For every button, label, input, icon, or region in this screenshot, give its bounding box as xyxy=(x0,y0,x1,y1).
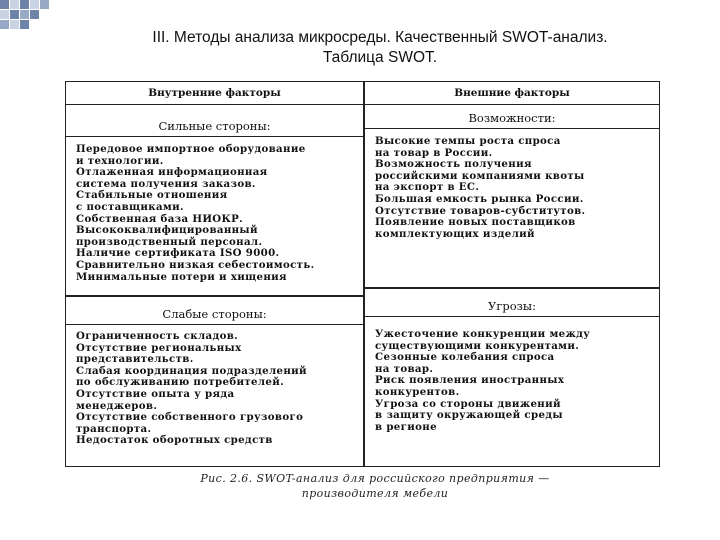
list-item: менеджеров. xyxy=(76,399,158,412)
list-item: и технологии. xyxy=(76,154,164,167)
list-item: Отлаженная информационная xyxy=(76,166,268,179)
deco-square xyxy=(30,0,39,9)
figure-caption xyxy=(140,471,610,501)
caption-line2: производителя мебели xyxy=(301,487,449,500)
list-item: Отсутствие региональных xyxy=(76,341,242,354)
corner-decoration xyxy=(0,0,60,40)
list-item: производственный персонал. xyxy=(76,235,263,248)
deco-square xyxy=(20,20,29,29)
slide-title-line2: Таблица SWOT. xyxy=(322,49,438,66)
deco-square xyxy=(30,10,39,19)
deco-square xyxy=(10,10,19,19)
slide-title xyxy=(60,28,700,68)
list-item: в защиту окружающей среды xyxy=(375,409,563,422)
list-item: Наличие сертификата ISO 9000. xyxy=(76,247,280,260)
list-item: Собственная база НИОКР. xyxy=(76,212,244,225)
list-item: представительств. xyxy=(76,353,194,366)
list-item: на товар. xyxy=(375,362,434,375)
list-item: Отсутствие собственного грузового xyxy=(76,411,304,424)
list-item: Отсутствие товаров-субститутов. xyxy=(375,204,586,217)
deco-square xyxy=(0,10,9,19)
list-item: конкурентов. xyxy=(375,385,460,398)
list-item: транспорта. xyxy=(76,422,152,435)
list-item: Передовое импортное оборудование xyxy=(76,143,306,155)
opportunities-list xyxy=(375,136,653,240)
list-item: Сезонные колебания спроса xyxy=(375,351,555,364)
row-divider xyxy=(365,287,659,289)
list-item: Большая емкость рынка России. xyxy=(375,192,584,205)
list-item: Минимальные потери и хищения xyxy=(76,270,287,283)
list-item: на товар в России. xyxy=(375,146,493,159)
list-item: Угроза со стороны движений xyxy=(375,397,561,410)
list-item: Возможность получения xyxy=(375,158,532,171)
deco-square xyxy=(20,0,29,9)
deco-square xyxy=(10,0,19,9)
threats-list xyxy=(375,329,653,433)
list-item: Слабая координация подразделений xyxy=(76,364,307,377)
list-item: Отсутствие опыта у ряда xyxy=(76,387,235,400)
row-divider xyxy=(66,295,363,297)
list-item: комплектующих изделий xyxy=(375,227,535,240)
strengths-list xyxy=(76,144,357,283)
list-item: Сравнительно низкая себестоимость. xyxy=(76,258,315,271)
external-factors-header: Внешние факторы xyxy=(365,82,659,105)
list-item: Ограниченность складов. xyxy=(76,330,239,342)
caption-line1: Рис. 2.6. SWOT-анализ для российского предприятия — xyxy=(200,472,550,485)
slide-title-line1: III. Методы анализа микросреды. Качественный SWOT-анализ. xyxy=(152,29,608,46)
list-item: на экспорт в ЕС. xyxy=(375,181,480,194)
list-item: в регионе xyxy=(375,420,437,433)
list-item: Стабильные отношения xyxy=(76,189,228,202)
strengths-title: Сильные стороны: xyxy=(66,116,363,137)
threats-title: Угрозы: xyxy=(365,296,659,317)
internal-factors-header: Внутренние факторы xyxy=(66,82,363,105)
external-factors-column xyxy=(365,82,659,466)
deco-square xyxy=(20,10,29,19)
list-item: Появление новых поставщиков xyxy=(375,216,576,229)
list-item: с поставщиками. xyxy=(76,200,184,213)
list-item: существующими конкурентами. xyxy=(375,339,580,352)
deco-square xyxy=(0,0,9,9)
list-item: Риск появления иностранных xyxy=(375,374,565,387)
list-item: система получения заказов. xyxy=(76,177,256,190)
weaknesses-title: Слабые стороны: xyxy=(66,304,363,325)
list-item: Ужесточение конкуренции между xyxy=(375,328,591,340)
opportunities-title: Возможности: xyxy=(365,108,659,129)
list-item: по обслуживанию потребителей. xyxy=(76,376,285,389)
list-item: российскими компаниями квоты xyxy=(375,169,585,182)
deco-square xyxy=(10,20,19,29)
internal-factors-column xyxy=(66,82,365,466)
deco-square xyxy=(0,20,9,29)
list-item: Высокие темпы роста спроса xyxy=(375,135,561,147)
deco-square xyxy=(40,0,49,9)
weaknesses-list xyxy=(76,331,357,447)
swot-table xyxy=(65,81,660,467)
list-item: Недостаток оборотных средств xyxy=(76,434,273,447)
list-item: Высококвалифицированный xyxy=(76,224,258,237)
